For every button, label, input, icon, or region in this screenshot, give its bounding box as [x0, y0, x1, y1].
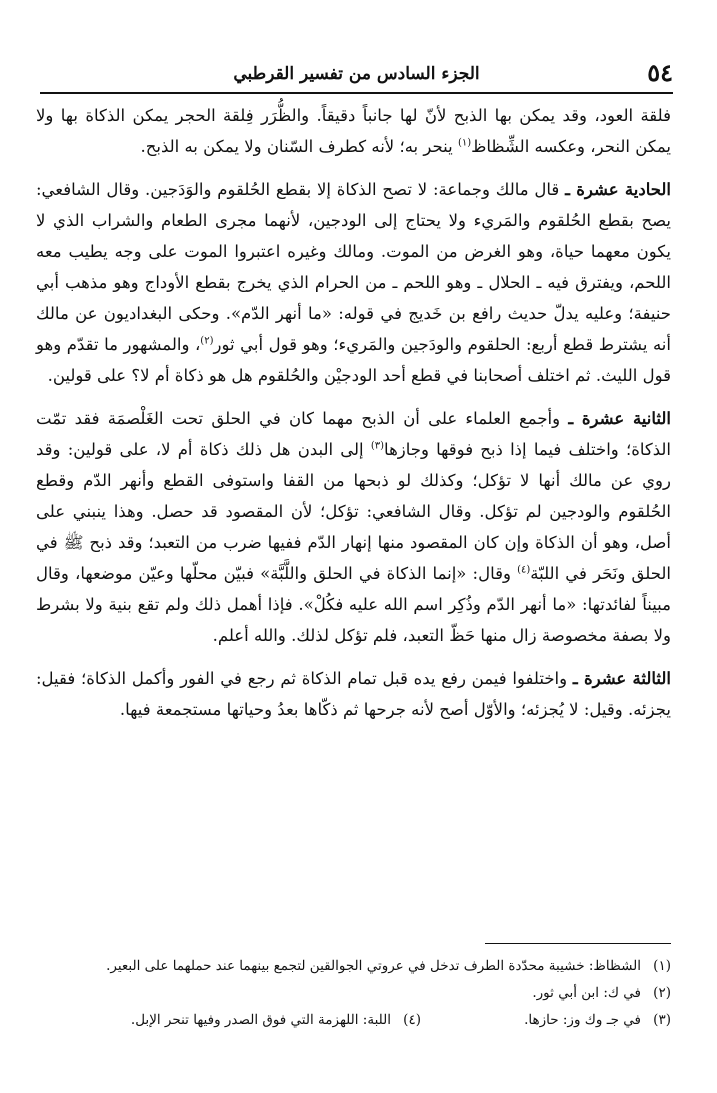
paragraph-1 [36, 100, 671, 162]
footnote-number: (٣) [653, 1012, 671, 1028]
paragraph-text: واختلفوا فيمن رفع يده قبل تمام الذكاة ثم رجع في الفور وأكمل الذكاة؛ فقيل: يجزئه. وقيل: لا يُجزئه؛ والأوّل أصح لأنه جرحها ثم ذكّاها بعدُ وحياتها مستجمعة فيها. [36, 669, 671, 719]
page-header [40, 58, 673, 94]
footnotes [36, 953, 671, 1034]
footnote-ref: (٣) [370, 440, 385, 452]
paragraph-text: فلقة العود، وقد يمكن بها الذبح لأنّ لها جانباً دقيقاً. والظُّرَر فِلقة الحجر يمكن الذكاة بها ولا يمكن النحر، وعكسه الشِّظاظ [36, 106, 671, 156]
paragraph-section-13 [36, 663, 671, 725]
footnote-number: (٤) [403, 1012, 421, 1028]
paragraph-text: ، والمشهور ما تقدّم وهو قول الليث. ثم اختلف أصحابنا في قطع أحد الودجيْن والحُلقوم هل هو ذكاة أم لا؟ على قولين. [36, 335, 671, 385]
paragraph-text: إلى البدن هل ذلك ذكاة أم لا، على قولين: وقد روي عن مالك أنها لا تؤكل؛ وكذلك لو ذبحها من القفا واستوفى القطع وأنهر الدّم وقطع الحُلقوم والودجين لم تؤكل. وقال الشافعي: تؤكل؛ لأن المقصود قد حصل. وهذا ينبني على أصل، وهو أن الذكاة وإن كان المقصود منها إنهار الدّم ففيها ضرب من التعبد؛ وقد ذبح ﷺ في الحلق ونَحَر في اللبّة [36, 440, 671, 583]
footnote-divider [485, 943, 671, 944]
page-number: ٥٤ [647, 58, 673, 87]
running-title: الجزء السادس من تفسير القرطبي [233, 64, 480, 84]
footnote-text: في ك: ابن أبي ثور. [532, 985, 641, 1001]
paragraph-section-12 [36, 403, 671, 651]
footnote-1 [36, 953, 671, 980]
footnote-3 [421, 1007, 671, 1034]
footnote-text: اللبة: اللهزمة التي فوق الصدر وفيها تنحر الإبل. [130, 1012, 391, 1028]
footnote-ref: (١) [457, 137, 472, 149]
section-heading: الثالثة عشرة ـ [572, 669, 672, 688]
paragraph-section-11 [36, 174, 671, 391]
footnote-ref: (٤) [517, 564, 531, 576]
section-heading: الثانية عشرة ـ [568, 409, 672, 428]
footnote-4 [131, 1007, 421, 1034]
footnote-row [36, 1007, 671, 1034]
paragraph-text: قال مالك وجماعة: لا تصح الذكاة إلا بقطع الحُلقوم والوَدَجين. وقال الشافعي: يصح بقطع الحُلقوم والمَريء ولا يحتاج إلى الودجين، لأنهما مجرى الطعام والشراب الذي لا يكون معهما حياة، وهو الغرض من الموت. ومالك وغيره اعتبروا الموت على وجه يطيب معه اللحم، ويفترق فيه ـ الحلال ـ وهو اللحم ـ من الحرام الذي يخرج بقطع الأوداج وهو مذهب أبي حنيفة؛ وعليه يدلّ حديث رافع بن خَديج في قوله: «ما أنهر الدّم». وحكى البغداديون عن مالك أنه يشترط قطع أربع: الحلقوم والودَجين والمَريء؛ وهو قول أبي ثور [36, 180, 671, 354]
footnote-number: (١) [653, 958, 671, 974]
footnote-number: (٢) [653, 985, 671, 1001]
paragraph-text: وقال: «إنما الذكاة في الحلق واللَّبَّة» فبيّن محلّها وعيّن موضعها، وقال مبيناً لفائدتها: «ما أنهر الدّم وذُكِر اسم الله عليه فكُلْ». فإذا أهمل ذلك ولم تقع بنية ولا بشرط ولا بصفة مخصوصة زال منها حَظّ التعبد، فلم تؤكل لذلك. والله أعلم. [36, 564, 671, 645]
paragraph-text: ينحر به؛ لأنه كطرف السّنان ولا يمكن به الذبح. [140, 137, 458, 156]
page-body [36, 100, 671, 725]
footnote-text: الشظاظ: خشيبة محدّدة الطرف تدخل في عروتي الجوالقين لتجمع بينهما عند حملهما على البعير. [106, 958, 641, 974]
footnote-text: في جـ وك وز: حازها. [524, 1012, 641, 1028]
footnote-ref: (٢) [200, 335, 214, 347]
section-heading: الحادية عشرة ـ [565, 180, 671, 199]
paragraph-text: وأجمع العلماء على أن الذبح مهما كان في الحلق تحت الغَلْصمَة فقد تمّت الذكاة؛ واختلف فيما إذا ذبح فوقها وجازها [36, 409, 671, 459]
footnote-2 [36, 980, 671, 1007]
